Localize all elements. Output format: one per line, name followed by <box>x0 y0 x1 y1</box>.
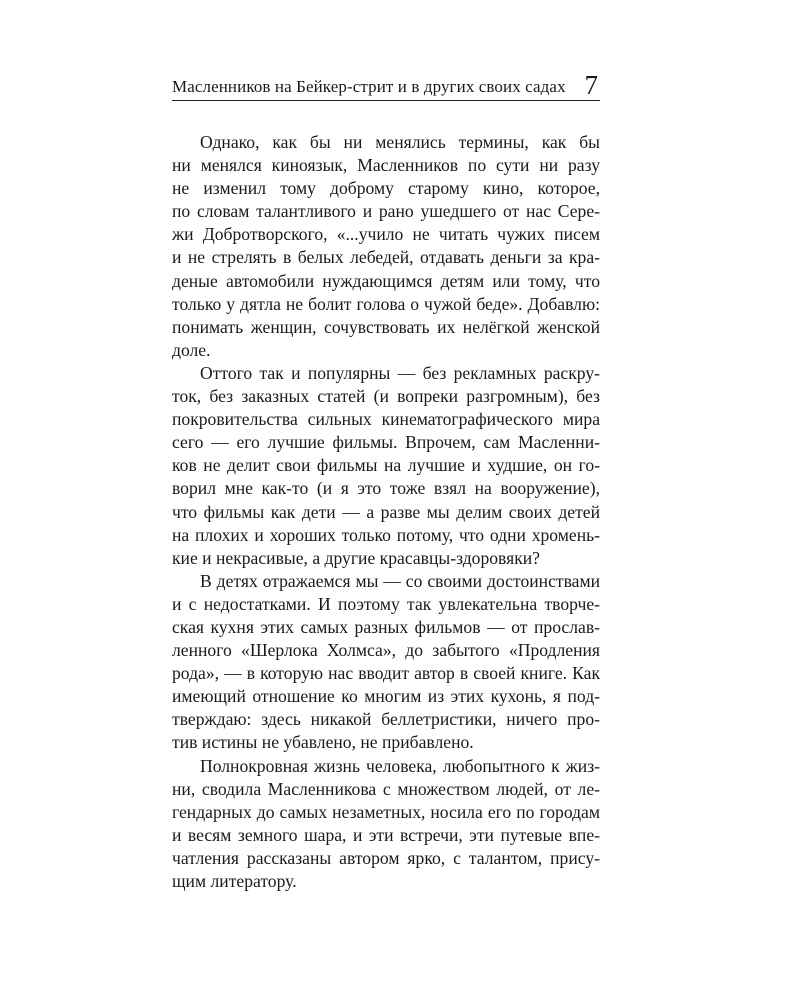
text-line: чатления рассказаны автором ярко, с талантом, прису- <box>172 847 600 868</box>
paragraph <box>172 755 600 894</box>
paragraph <box>172 362 600 570</box>
text-line: рода», — в которую нас вводит автор в своей книге. Как <box>172 663 600 684</box>
text-line: и с недостатками. И поэтому так увлекательна творче- <box>172 593 600 614</box>
text-line: что фильмы как дети — а разве мы делим своих детей <box>172 501 600 522</box>
text-line: не изменил тому доброму старому кино, которое, <box>172 178 600 199</box>
text-line: Полнокровная жизнь человека, любопытного к жиз- <box>200 755 600 776</box>
text-line: деные автомобили нуждающимся детям или тому, что <box>172 270 600 291</box>
text-line: тверждаю: здесь никакой беллетристики, ничего про- <box>172 709 600 730</box>
text-line: гендарных до самых незаметных, носила его по городам <box>172 801 600 822</box>
page-number: 7 <box>584 70 598 100</box>
text-line: по словам талантливого и рано ушедшего от нас Сере- <box>172 201 600 222</box>
text-line: только у дятла не болит голова о чужой беде». Добавлю: <box>172 293 600 314</box>
text-line: ворил мне как-то (и я это тоже взял на вооружение), <box>172 478 600 499</box>
text-line: Однако, как бы ни менялись термины, как бы <box>200 132 600 152</box>
running-title: Масленников на Бейкер-стрит и в других своих садах <box>172 77 566 96</box>
running-header <box>172 70 600 101</box>
text-line: на плохих и хороших только потому, что одни хромень- <box>172 524 600 545</box>
text-line: жи Добротворского, «...учило не читать чужих писем <box>172 224 600 245</box>
text-line: ни, сводила Масленникова с множеством людей, от ле- <box>172 778 600 799</box>
paragraph <box>172 131 600 362</box>
text-line: ков не делит свои фильмы на лучшие и худшие, он го- <box>172 455 600 476</box>
text-line: покровительства сильных кинематографического мира <box>172 409 600 430</box>
text-line: ленного «Шерлока Холмса», до забытого «Продления <box>172 640 600 661</box>
text-line: щим литератору. <box>172 871 297 891</box>
text-line: В детях отражаемся мы — со своими достоинствами <box>200 570 600 591</box>
paragraph <box>172 570 600 755</box>
body-text <box>172 131 600 893</box>
text-line: имеющий отношение ко многим из этих кухонь, я под- <box>172 686 600 707</box>
text-line: сего — его лучшие фильмы. Впрочем, сам Масленни- <box>172 432 600 453</box>
text-line: ская кухня этих самых разных фильмов — от прослав- <box>172 616 600 637</box>
text-line: и весям земного шара, и эти встречи, эти путевые впе- <box>172 824 600 845</box>
text-line: ни менялся киноязык, Масленников по сути ни разу <box>172 155 600 176</box>
text-line: тив истины не убавлено, не прибавлено. <box>172 732 474 753</box>
text-line: кие и некрасивые, а другие красавцы-здоровяки? <box>172 547 540 568</box>
text-line: понимать женщин, сочувствовать их нелёгкой женской <box>172 316 600 337</box>
text-line: доле. <box>172 339 211 360</box>
text-line: и не стрелять в белых лебедей, отдавать деньги за кра- <box>172 247 600 268</box>
text-line: Оттого так и популярны — без рекламных раскру- <box>200 362 600 383</box>
text-line: ток, без заказных статей (и вопреки разгромным), без <box>172 386 600 407</box>
